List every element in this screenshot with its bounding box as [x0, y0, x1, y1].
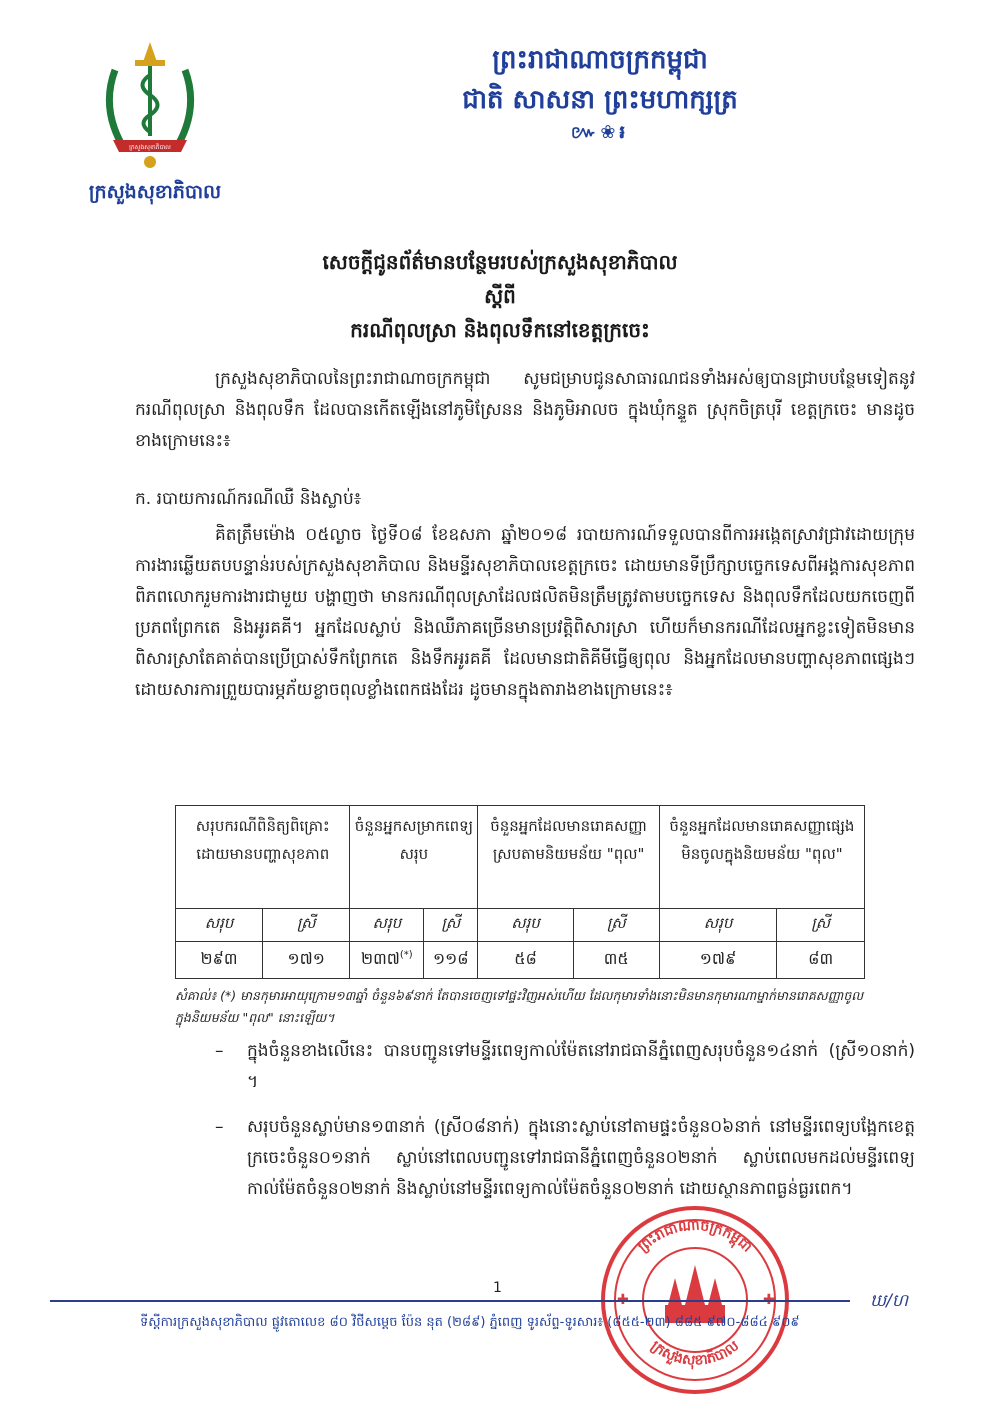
subheader-female: ស្រី — [263, 909, 350, 942]
header-total-consultations: សរុបករណីពិនិត្យពិគ្រោះដោយមានបញ្ហាសុខភាព — [176, 806, 350, 909]
handwritten-initials: ឃ/ហ — [870, 1291, 909, 1311]
intro-paragraph: ក្រសួងសុខាភិបាលនៃព្រះរាជាណាចក្រកម្ពុជា សូមជម្រាបជូនសាធារណជនទាំងអស់ឲ្យបានជ្រាបបន្ថែមទៀតនូវករណីពុលស្រា និងពុលទឹក ដែលបានកើតឡើងនៅភូមិស្រែនន និងភូមិអាលច ក្នុងឃុំកន្ទួត ស្រុកចិត្របុរី ខេត្តក្រចេះ មានដូចខាងក្រោមនេះ៖ — [135, 369, 915, 451]
dash-bullet: – — [215, 1117, 224, 1137]
title-line-2: ស្តីពី — [484, 284, 516, 308]
table-note: សំគាល់៖ (*) មានកុមារអាយុក្រោម១៣ឆ្នាំ ចំនួន៦៩នាក់ តែបានចេញទៅផ្ទះវិញអស់ហើយ ដែលកុមារទាំងនោះមិនមានកុមារណាម្នាក់មានរោគសញ្ញាចូលក្នុងនិយមន័យ "ពុល" នោះឡើយ។ — [175, 988, 864, 1025]
list-item-text: សរុបចំនួនស្លាប់មាន១៣នាក់ (ស្រី០៨នាក់) ក្នុងនោះស្លាប់នៅតាមផ្ទះចំនួន០៦នាក់ នៅមន្ទីរពេទ្យបង្អែកខេត្តក្រចេះចំនួន០១នាក់ ស្លាប់នៅពេលបញ្ជូនទៅរាជធានីភ្នំពេញចំនួន០២នាក់ ស្លាប់ពេលមកដល់មន្ទីរពេទ្យកាល់ម៉ែតចំនួន០២នាក់ និងស្លាប់នៅមន្ទីរពេទ្យកាល់ម៉ែតចំនួន០២នាក់ ដោយស្ថានភាពធ្ងន់ធ្ងរពេក។ — [247, 1117, 915, 1199]
list-item — [215, 1112, 915, 1205]
title-line-3: ករណីពុលស្រា និងពុលទឹកនៅខេត្តក្រចេះ — [350, 318, 650, 342]
page-number: 1 — [493, 1280, 502, 1296]
logo-ribbon-text: ក្រសួងសុខាភិបាល — [129, 144, 171, 151]
svg-text:✚: ✚ — [617, 1292, 629, 1308]
table-cell: ៨៣ — [777, 942, 865, 979]
cases-table — [175, 805, 865, 979]
footer-address: ទីស្តីការក្រសួងសុខាភិបាល ផ្លូវតោលេខ ៨០ វិថីសម្តេច ប៉ែន នុត (២៨៩) ភ្នំពេញ ទូរស័ព្ទ-ទូរសារ៖ (៨៥៥-២៣) ៨៨៥ ៩៧០-៨៨៤ ៩០៩ — [140, 1315, 800, 1330]
kingdom-line: ព្រះរាជាណាចក្រកម្ពុជា — [492, 45, 708, 75]
motto-line: ជាតិ សាសនា ព្រះមហាក្សត្រ — [462, 85, 738, 115]
header-hospitalized: ចំនួនអ្នកសម្រាកពេទ្យសរុប — [350, 806, 478, 909]
ministry-logo-icon — [95, 40, 205, 170]
subheader-total: សរុប — [478, 909, 573, 942]
table-cell: ១៧៩ — [659, 942, 776, 979]
section-a-paragraph: គិតត្រឹមម៉ោង ០៥ល្ងាច ថ្ងៃទី០៨ ខែឧសភា ឆ្នាំ២០១៨ របាយការណ៍ទទួលបានពីការអង្កេតស្រាវជ្រាវដោយក្រុមការងារឆ្លើយតបបន្ទាន់របស់ក្រសួងសុខាភិបាល និងមន្ទីរសុខាភិបាលខេត្តក្រចេះ ដោយមានទីប្រឹក្សាបច្ចេកទេសពីអង្គការសុខភាពពិភពលោករួមការងារជាមួយ បង្ហាញថា មានករណីពុលស្រាដែលផលិតមិនត្រឹមត្រូវតាមបច្ចេកទេស និងពុលទឹកដែលយកចេញពីប្រភពព្រែកតេ និងអូរគគី។ អ្នកដែលស្លាប់ និងឈឺភាគច្រើនមានប្រវត្តិពិសារស្រា ហើយក៏មានករណីដែលអ្នកខ្លះទៀតមិនមានពិសារស្រាតែគាត់បានប្រើប្រាស់ទឹកព្រែកតេ និងទឹកអូរគគី ដែលមានជាតិគីមីធ្វើឲ្យពុល និងអ្នកដែលមានបញ្ហាសុខភាពផ្សេងៗដោយសារការព្រួយបារម្ភភ័យខ្លាចពុលខ្លាំងពេកផងដែរ ដូចមានក្នុងតារាងខាងក្រោមនេះ៖ — [135, 525, 915, 700]
list-item-text: ក្នុងចំនួនខាងលើនេះ បានបញ្ជូនទៅមន្ទីរពេទ្យកាល់ម៉ែតនៅរាជធានីភ្នំពេញសរុបចំនួន១៤នាក់ (ស្រី១០នាក់) ។ — [247, 1041, 915, 1092]
table-cell: ២៩៣ — [176, 942, 263, 979]
table-cell — [350, 942, 424, 979]
table-cell-value: ២៣៧ — [360, 949, 400, 968]
svg-text:ក្រសួងសុខាភិបាល — [648, 1338, 742, 1370]
stamp-top-text: ព្រះរាជាណាចក្រកម្ពុជា — [635, 1217, 755, 1256]
table-cell: ១៧១ — [263, 942, 350, 979]
subheader-total: សរុប — [659, 909, 776, 942]
subheader-female: ស្រី — [573, 909, 659, 942]
section-a-heading: ក. របាយការណ៍ករណីឈឺ និងស្លាប់៖ — [135, 489, 362, 509]
table-row — [176, 942, 865, 979]
subheader-female: ស្រី — [777, 909, 865, 942]
list-item — [215, 1036, 915, 1098]
table-subheader-row — [176, 909, 865, 942]
subheader-total: សរុប — [350, 909, 424, 942]
document-title — [200, 245, 800, 347]
dash-bullet: – — [215, 1041, 224, 1061]
kingdom-header — [370, 40, 830, 146]
stamp-bottom-text: ក្រសួងសុខាភិបាល — [647, 1337, 743, 1369]
table-cell: ៥៨ — [478, 942, 573, 979]
ministry-name: ក្រសួងសុខាភិបាល — [88, 181, 222, 203]
table-cell: ១១៨ — [424, 942, 478, 979]
svg-text:ព្រះរាជាណាចក្រកម្ពុជា — [635, 1217, 755, 1255]
ornament: ៚❀៛ — [570, 122, 630, 143]
table-cell: ៣៥ — [573, 942, 659, 979]
svg-text:✚: ✚ — [763, 1292, 775, 1308]
header-poison-symptoms: ចំនួនអ្នកដែលមានរោគសញ្ញាស្របតាមនិយមន័យ "ពុល" — [478, 806, 659, 909]
title-line-1: សេចក្តីជូនព័ត៌មានបន្ថែមរបស់ក្រសួងសុខាភិបាល — [322, 250, 678, 274]
footer-divider — [50, 1300, 850, 1302]
header-other-symptoms: ចំនួនអ្នកដែលមានរោគសញ្ញាផ្សេង មិនចូលក្នុងនិយមន័យ "ពុល" — [659, 806, 864, 909]
subheader-female: ស្រី — [424, 909, 478, 942]
subheader-total: សរុប — [176, 909, 263, 942]
table-header-row — [176, 806, 865, 909]
footnote-mark: (*) — [399, 949, 413, 961]
